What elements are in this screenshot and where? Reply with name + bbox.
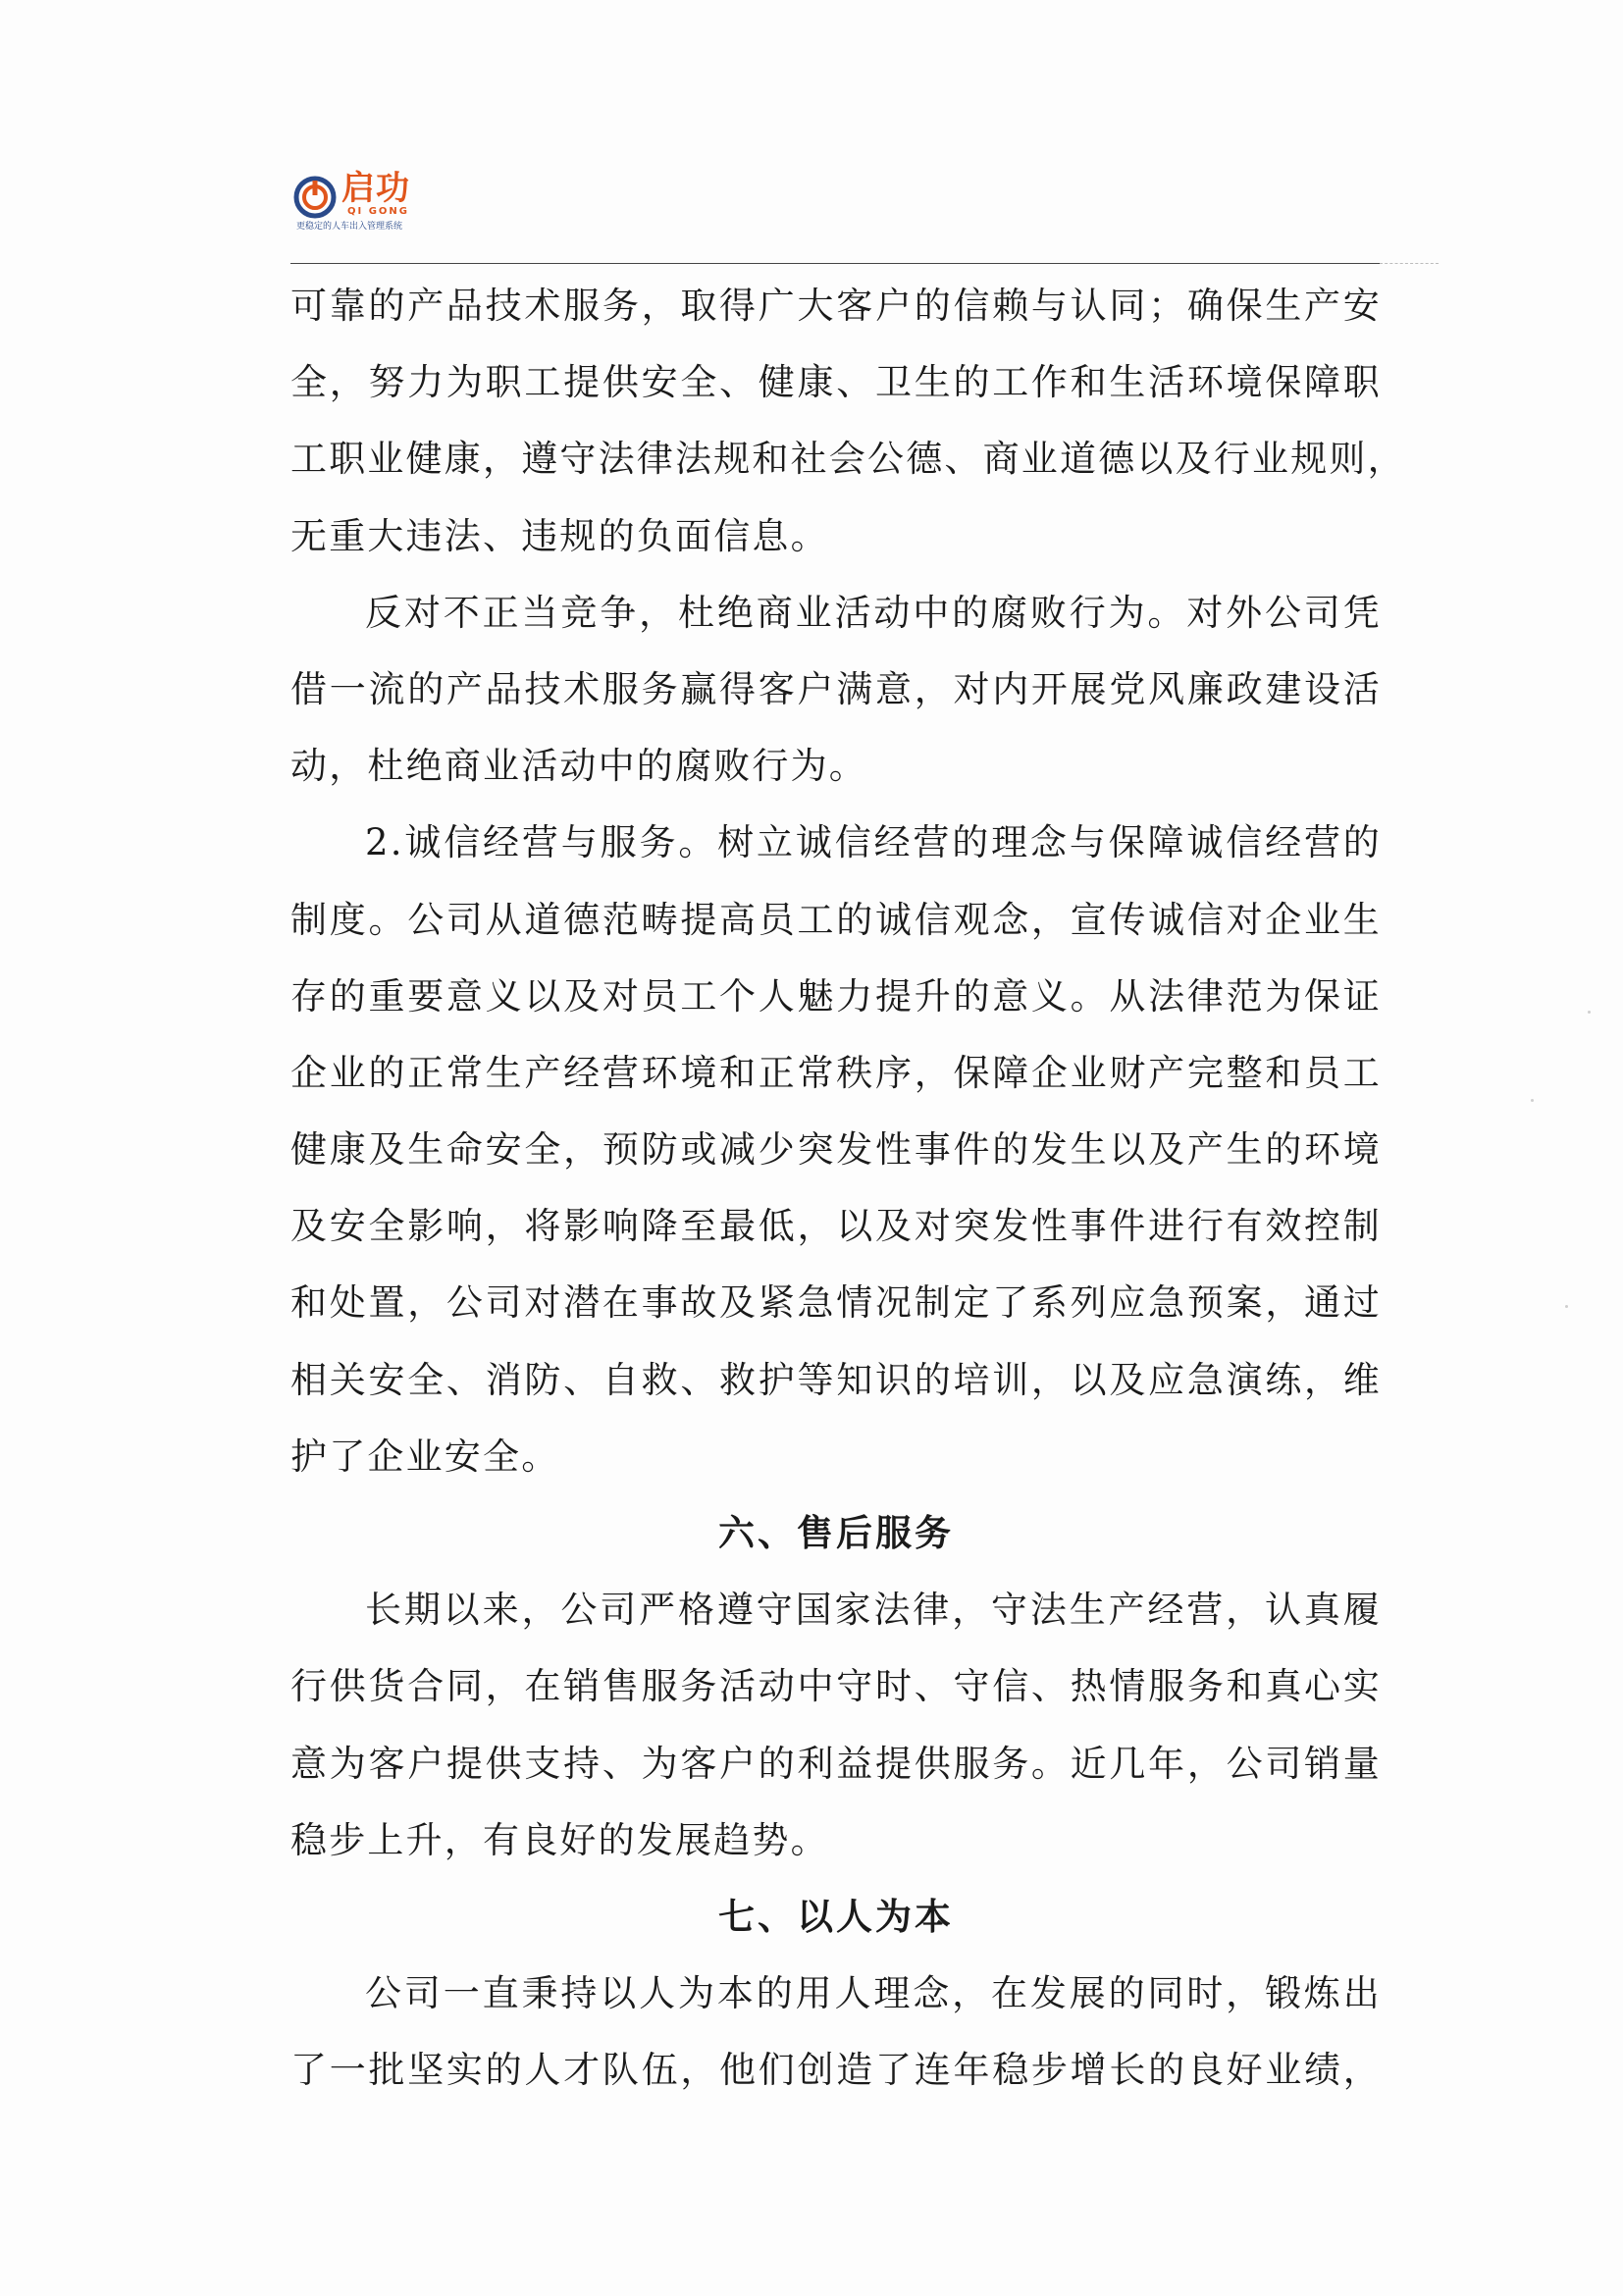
body-text-line: 了一批坚实的人才队伍，他们创造了连年稳步增长的良好业绩，	[290, 2049, 1382, 2092]
body-text-line: 和处置，公司对潜在事故及紧急情况制定了系列应急预案，通过	[290, 1281, 1382, 1325]
body-text-line: 护了企业安全。	[290, 1435, 560, 1478]
body-text-line: 无重大违法、违规的负面信息。	[290, 514, 829, 557]
body-text-line: 及安全影响，将影响降至最低，以及对突发性事件进行有效控制	[290, 1205, 1382, 1248]
body-text-line: 工职业健康，遵守法律法规和社会公德、商业道德以及行业规则，	[290, 438, 1406, 481]
power-logo-icon	[292, 175, 338, 220]
body-text-line: 反对不正当竞争，杜绝商业活动中的腐败行为。对外公司凭	[365, 591, 1382, 634]
body-text-line: 可靠的产品技术服务，取得广大客户的信赖与认同；确保生产安	[290, 285, 1382, 327]
scan-speck	[1531, 1099, 1534, 1102]
body-text-line: 制度。公司从道德范畴提高员工的诚信观念，宣传诚信对企业生	[290, 898, 1382, 941]
logo-latin: QI GONG	[347, 206, 409, 217]
body-text-line: 相关安全、消防、自救、救护等知识的培训，以及应急演练，维	[290, 1358, 1382, 1401]
body-text-line: 稳步上升，有良好的发展趋势。	[290, 1818, 829, 1861]
body-text-line: 公司一直秉持以人为本的用人理念，在发展的同时，锻炼出	[365, 1972, 1382, 2015]
body-text-line: 行供货合同，在销售服务活动中守时、守信、热情服务和真心实	[290, 1665, 1382, 1708]
header-divider-tail	[1380, 263, 1439, 264]
body-text-line: 借一流的产品技术服务赢得客户满意，对内开展党风廉政建设活	[290, 667, 1382, 710]
body-text-line: 企业的正常生产经营环境和正常秩序，保障企业财产完整和员工	[290, 1051, 1382, 1094]
body-text-line: 全，努力为职工提供安全、健康、卫生的工作和生活环境保障职	[290, 361, 1382, 404]
body-text-line: 动，杜绝商业活动中的腐败行为。	[290, 745, 867, 788]
section-heading: 七、以人为本	[718, 1895, 954, 1938]
document-body	[290, 268, 1406, 2110]
company-logo	[292, 167, 449, 235]
scan-speck	[1565, 1305, 1568, 1308]
body-text-line: 意为客户提供支持、为客户的利益提供服务。近几年，公司销量	[290, 1742, 1382, 1785]
body-text-line: 存的重要意义以及对员工个人魅力提升的意义。从法律范为保证	[290, 974, 1382, 1018]
header-divider	[290, 263, 1380, 264]
scan-speck	[1588, 1011, 1591, 1014]
logo-name: 启功	[341, 169, 410, 208]
body-text-line: 长期以来，公司严格遵守国家法律，守法生产经营，认真履	[365, 1589, 1382, 1632]
body-text-line: 健康及生命安全，预防或减少突发性事件的发生以及产生的环境	[290, 1128, 1382, 1172]
body-text-line: 2.诚信经营与服务。树立诚信经营的理念与保障诚信经营的	[365, 821, 1382, 864]
section-heading: 六、售后服务	[718, 1512, 954, 1554]
logo-tagline: 更稳定的人车出入管理系统	[296, 222, 403, 232]
